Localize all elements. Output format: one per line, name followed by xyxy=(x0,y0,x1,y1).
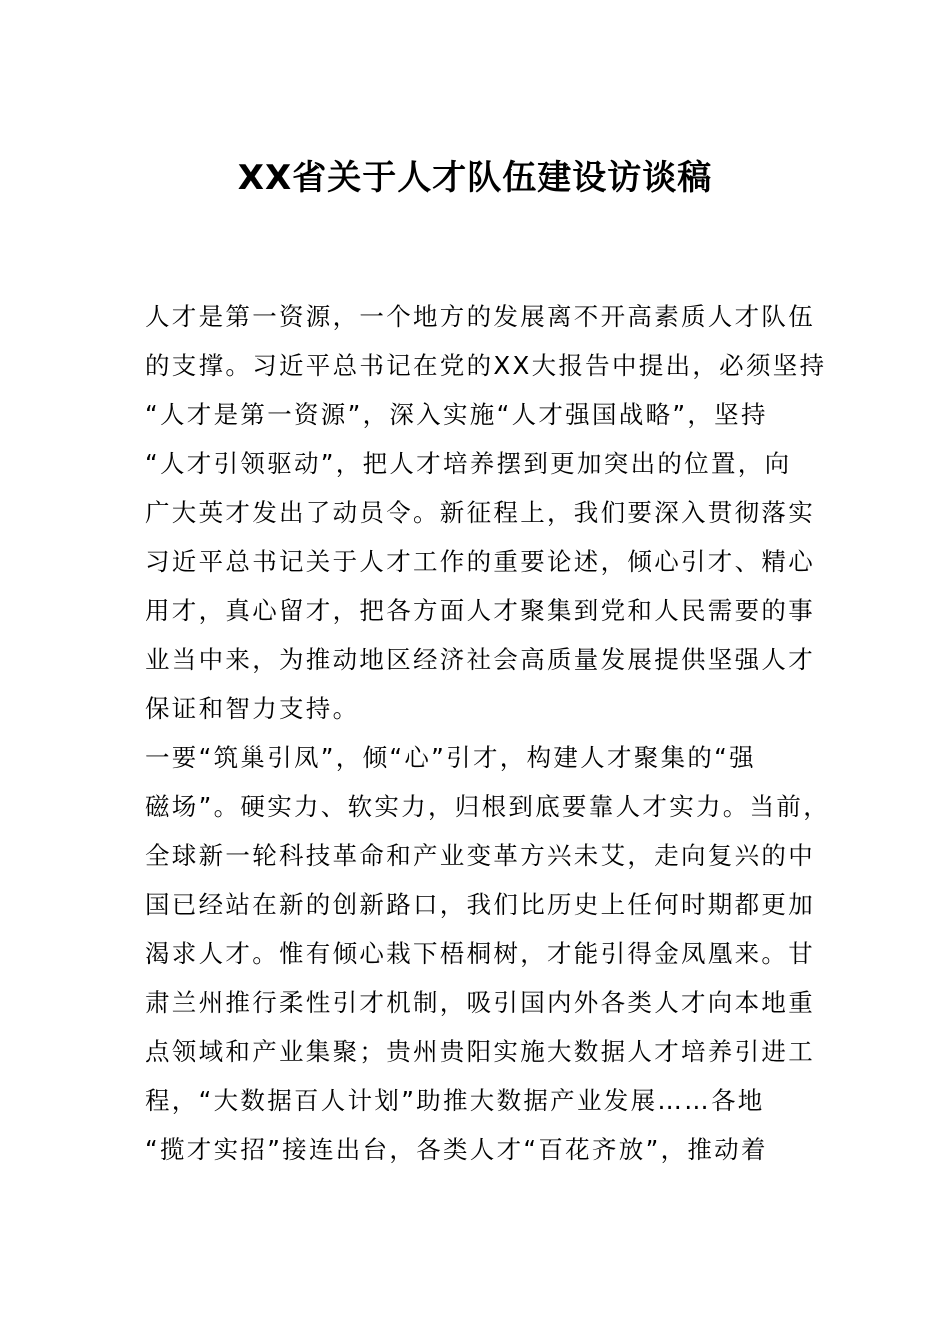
text-line: 磁场”。硬实力、软实力，归根到底要靠人才实力。当前， xyxy=(145,792,830,821)
text-line: 的支撑。习近平总书记在党的XX大报告中提出，必须坚持 xyxy=(145,351,827,380)
text-line: 人才是第一资源，一个地方的发展离不开高素质人才队伍 xyxy=(145,302,815,331)
text-line: “揽才实招”接连出台，各类人才“百花齐放”，推动着 xyxy=(145,1135,768,1164)
text-line: 用才，真心留才，把各方面人才聚集到党和人民需要的事 xyxy=(145,596,815,625)
text-line: 业当中来，为推动地区经济社会高质量发展提供坚强人才 xyxy=(145,645,815,674)
text-line: 国已经站在新的创新路口，我们比历史上任何时期都更加 xyxy=(145,890,815,919)
text-line: 广大英才发出了动员令。新征程上，我们要深入贯彻落实 xyxy=(145,498,815,527)
text-line: “人才引领驱动”，把人才培养摆到更加突出的位置，向 xyxy=(145,449,792,478)
text-line: 保证和智力支持。 xyxy=(145,694,360,723)
text-line: 习近平总书记关于人才工作的重要论述，倾心引才、精心 xyxy=(145,547,815,576)
text-line: 全球新一轮科技革命和产业变革方兴未艾，走向复兴的中 xyxy=(145,841,815,870)
text-line: 肃兰州推行柔性引才机制，吸引国内外各类人才向本地重 xyxy=(145,988,815,1017)
text-line: 一要“筑巢引凤”，倾“心”引才，构建人才聚集的“强 xyxy=(145,743,756,772)
document-body xyxy=(145,292,830,1174)
text-line: “人才是第一资源”，深入实施“人才强国战略”，坚持 xyxy=(145,400,768,429)
text-line: 点领域和产业集聚；贵州贵阳实施大数据人才培养引进工 xyxy=(145,1037,815,1066)
text-line: 渴求人才。惟有倾心栽下梧桐树，才能引得金凤凰来。甘 xyxy=(145,939,815,968)
text-line: 程，“大数据百人计划”助推大数据产业发展……各地 xyxy=(145,1086,765,1115)
document-title: XX省关于人才队伍建设访谈稿 xyxy=(237,158,713,198)
